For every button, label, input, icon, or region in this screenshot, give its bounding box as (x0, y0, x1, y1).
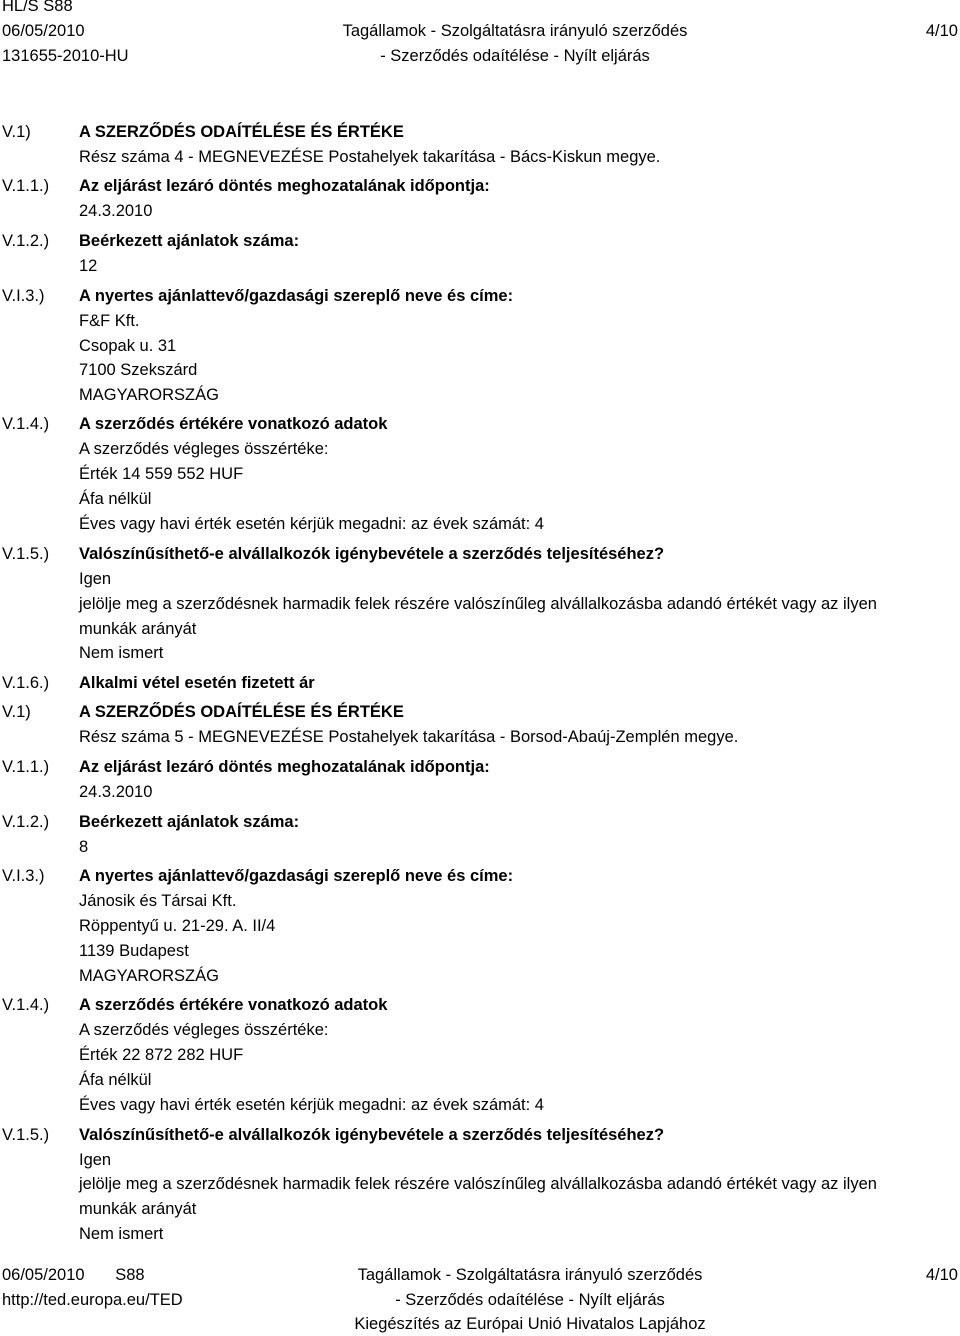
notice-number: 131655-2010-HU (2, 47, 129, 65)
subcontract-detail: munkák arányát (79, 1200, 197, 1218)
offers-count: 12 (79, 257, 98, 275)
footer-page: 4/10 (925, 1266, 958, 1284)
subcontract-detail: jelölje meg a szerződésnek harmadik felek részére valószínűleg alvállalkozásba adandó értékét vagy az ilyen (79, 1175, 877, 1193)
subcontract-label: Valószínűsíthető-e alvállalkozók igénybevétele a szerződés teljesítéséhez? (79, 1126, 665, 1144)
section-number: V.1) (2, 123, 31, 141)
years-note: Éves vagy havi érték esetén kérjük megadni: az évek számát: 4 (79, 1096, 544, 1114)
subcontract-unknown: Nem ismert (79, 644, 164, 662)
section-heading: A SZERZŐDÉS ODAÍTÉLÉSE ÉS ÉRTÉKE (79, 703, 404, 721)
years-note: Éves vagy havi érték esetén kérjük megadni: az évek számát: 4 (79, 515, 544, 533)
subcontract-detail: munkák arányát (79, 620, 197, 638)
section-heading: A SZERZŐDÉS ODAÍTÉLÉSE ÉS ÉRTÉKE (79, 123, 404, 141)
winner-name: Jánosik és Társai Kft. (79, 892, 237, 910)
value-amount: Érték 22 872 282 HUF (79, 1046, 244, 1064)
decision-date: 24.3.2010 (79, 202, 153, 220)
section-number: V.1.6.) (2, 674, 50, 692)
header-subtitle: - Szerződés odaítélése - Nyílt eljárás (380, 47, 650, 65)
footer-subtitle: - Szerződés odaítélése - Nyílt eljárás (395, 1291, 665, 1309)
lot-title: Rész száma 5 - MEGNEVEZÉSE Postahelyek takarítása - Borsod-Abaúj-Zemplén megye. (79, 728, 739, 746)
header-page: 4/10 (925, 22, 958, 40)
footer-url[interactable]: http://ted.europa.eu/TED (2, 1291, 183, 1309)
header-date: 06/05/2010 (2, 22, 85, 40)
winner-country: MAGYARORSZÁG (79, 386, 219, 404)
price-label: Alkalmi vétel esetén fizetett ár (79, 674, 315, 692)
subcontract-answer: Igen (79, 570, 112, 588)
section-number: V.1.1.) (2, 758, 50, 776)
section-number: V.1.5.) (2, 545, 50, 563)
winner-street: Csopak u. 31 (79, 337, 177, 355)
winner-street: Röppentyű u. 21-29. A. II/4 (79, 917, 276, 935)
footer-title: Tagállamok - Szolgáltatásra irányuló szerződés (357, 1266, 703, 1284)
winner-label: A nyertes ajánlattevő/gazdasági szereplő neve és címe: (79, 867, 514, 885)
section-number: V.I.3.) (2, 287, 45, 305)
subcontract-detail: jelölje meg a szerződésnek harmadik felek részére valószínűleg alvállalkozásba adandó értékét vagy az ilyen (79, 595, 877, 613)
winner-country: MAGYARORSZÁG (79, 967, 219, 985)
section-number: V.1.2.) (2, 813, 50, 831)
offers-label: Beérkezett ajánlatok száma: (79, 813, 300, 831)
value-label: A szerződés értékére vonatkozó adatok (79, 415, 388, 433)
subcontract-answer: Igen (79, 1151, 112, 1169)
section-number: V.1.1.) (2, 177, 50, 195)
section-number: V.1.5.) (2, 1126, 50, 1144)
section-number: V.1.4.) (2, 996, 50, 1014)
winner-city: 1139 Budapest (79, 942, 189, 960)
vat-note: Áfa nélkül (79, 1071, 152, 1089)
winner-name: F&F Kft. (79, 312, 140, 330)
winner-city: 7100 Szekszárd (79, 361, 198, 379)
value-amount: Érték 14 559 552 HUF (79, 465, 244, 483)
footer-date: 06/05/2010 (2, 1266, 85, 1284)
decision-label: Az eljárást lezáró döntés meghozatalának időpontja: (79, 177, 490, 195)
footer-series: S88 (115, 1266, 145, 1284)
section-number: V.1) (2, 703, 31, 721)
decision-date: 24.3.2010 (79, 783, 153, 801)
vat-note: Áfa nélkül (79, 490, 152, 508)
offers-label: Beérkezett ajánlatok száma: (79, 232, 300, 250)
doc-id: HL/S S88 (2, 0, 73, 15)
subcontract-label: Valószínűsíthető-e alvállalkozók igénybevétele a szerződés teljesítéséhez? (79, 545, 665, 563)
subcontract-unknown: Nem ismert (79, 1225, 164, 1243)
final-value-label: A szerződés végleges összértéke: (79, 1021, 329, 1039)
lot-title: Rész száma 4 - MEGNEVEZÉSE Postahelyek takarítása - Bács-Kiskun megye. (79, 148, 661, 166)
section-number: V.I.3.) (2, 867, 45, 885)
winner-label: A nyertes ajánlattevő/gazdasági szereplő neve és címe: (79, 287, 514, 305)
offers-count: 8 (79, 838, 89, 856)
final-value-label: A szerződés végleges összértéke: (79, 440, 329, 458)
section-number: V.1.2.) (2, 232, 50, 250)
decision-label: Az eljárást lezáró döntés meghozatalának időpontja: (79, 758, 490, 776)
footer-supplement: Kiegészítés az Európai Unió Hivatalos Lapjához (354, 1315, 706, 1333)
page-header (0, 0, 960, 75)
header-title: Tagállamok - Szolgáltatásra irányuló szerződés (342, 22, 688, 40)
section-number: V.1.4.) (2, 415, 50, 433)
page-footer (0, 1263, 960, 1334)
value-label: A szerződés értékére vonatkozó adatok (79, 996, 388, 1014)
